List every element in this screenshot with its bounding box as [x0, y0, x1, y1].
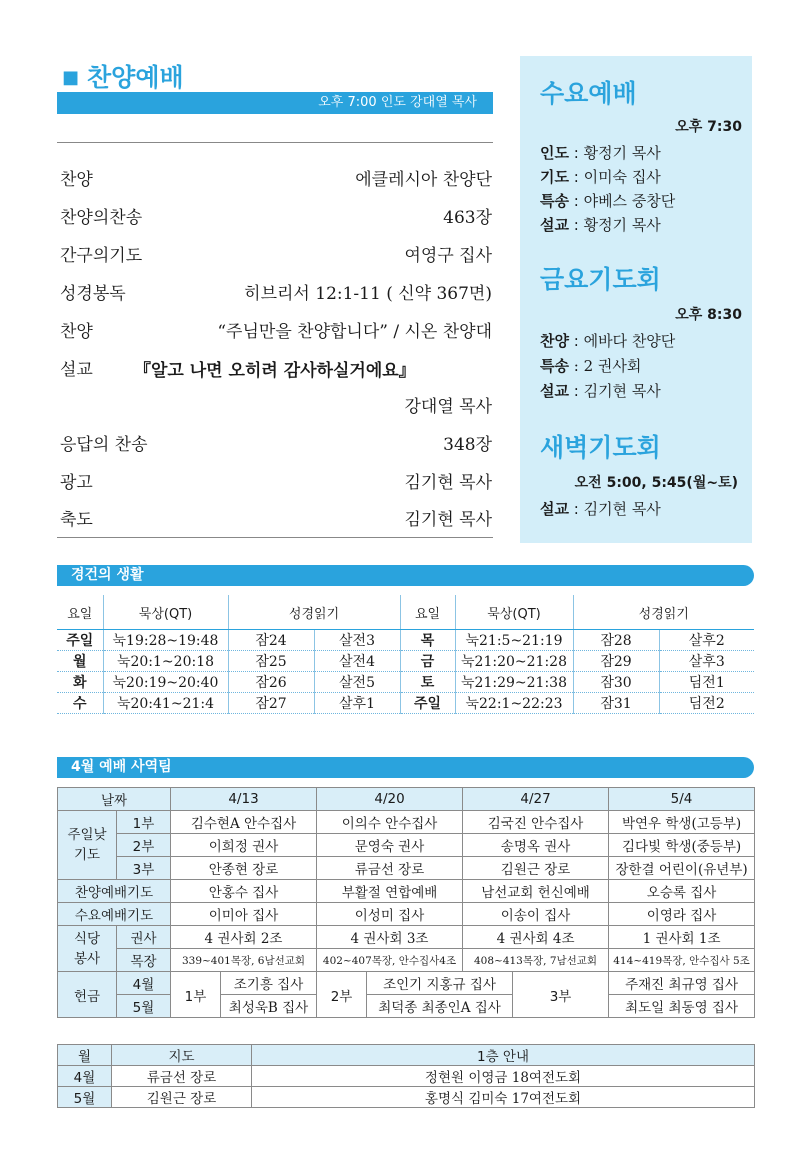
team-cell: 김국진 안수집사 [463, 811, 609, 834]
team-cell: 최성욱B 집사 [221, 995, 317, 1018]
order-row [60, 430, 492, 454]
part-label: 1부 [117, 811, 171, 834]
divider [57, 537, 493, 538]
date: 5/4 [609, 788, 755, 811]
order-row [60, 317, 492, 341]
team-row [58, 972, 755, 995]
qt: 눅20:1~20:18 [103, 651, 228, 672]
team-row [58, 926, 755, 949]
col-header: 묵상(QT) [103, 595, 228, 630]
order-value: “주님만을 찬양합니다” / 시온 찬양대 [217, 322, 492, 342]
team-row [58, 880, 755, 903]
praise-label: 찬양예배기도 [58, 880, 171, 903]
team-header: 4월 예배 사역팀 [57, 757, 754, 778]
order-label: 찬양 [60, 170, 93, 190]
col-header: 묵상(QT) [455, 595, 573, 630]
devotion-row [57, 630, 754, 651]
fri-person: : 김기현 목사 [568, 382, 661, 400]
team-cell: 부활절 연합예배 [317, 880, 463, 903]
col-header: 요일 [57, 595, 103, 630]
team-cell: 박연우 학생(고등부) [609, 811, 755, 834]
reading: 잠25 [228, 651, 314, 672]
worship-title-text: 찬양예배 [87, 63, 184, 92]
devotion-row [57, 651, 754, 672]
reading: 잠28 [573, 630, 659, 651]
reading: 살전5 [314, 672, 400, 693]
wed-row [540, 190, 675, 211]
order-label: 간구의기도 [60, 246, 143, 266]
wed-role: 설교 [540, 216, 569, 234]
reading: 살후2 [659, 630, 754, 651]
order-row [60, 203, 492, 227]
order-row [60, 468, 492, 492]
wed-role: 인도 [540, 144, 569, 162]
devotion-row [57, 672, 754, 693]
fri-person: : 에바다 찬양단 [568, 332, 676, 350]
offering-part: 1부 [171, 972, 221, 1018]
team-cell: 문영숙 권사 [317, 834, 463, 857]
col-header: 성경읽기 [228, 595, 400, 630]
wed-role: 기도 [540, 168, 569, 186]
wed-title: 수요예배 [540, 79, 637, 108]
team-cell: 4 권사회 3조 [317, 926, 463, 949]
order-row [60, 165, 492, 189]
devotion-table [57, 595, 754, 714]
day: 주일 [400, 693, 455, 714]
team-cell: 안종현 장로 [171, 857, 317, 880]
qt: 눅21:20~21:28 [455, 651, 573, 672]
team-cell: 오승록 집사 [609, 880, 755, 903]
guide-month: 4월 [58, 1066, 112, 1087]
team-cell: 김다빛 학생(중등부) [609, 834, 755, 857]
order-label: 설교 [60, 360, 93, 380]
order-value: 348장 [443, 435, 492, 455]
order-value: 김기현 목사 [404, 510, 492, 530]
guide-usher: 정현원 이영금 18여전도회 [252, 1066, 755, 1087]
reading: 잠29 [573, 651, 659, 672]
col-header: 성경읽기 [573, 595, 754, 630]
team-cell: 최덕종 최종인A 집사 [367, 995, 513, 1018]
offering-part: 2부 [317, 972, 367, 1018]
fri-role: 설교 [540, 382, 569, 400]
col-header: 1층 안내 [252, 1045, 755, 1066]
devotion-header: 경건의 생활 [57, 565, 754, 586]
order-label: 응답의 찬송 [60, 435, 148, 455]
guide-usher: 홍명식 김미숙 17여전도회 [252, 1087, 755, 1108]
day: 주일 [57, 630, 103, 651]
reading: 잠24 [228, 630, 314, 651]
reading: 살후3 [659, 651, 754, 672]
order-row [60, 392, 492, 416]
guide-month: 5월 [58, 1087, 112, 1108]
dawn-title: 새벽기도회 [540, 433, 661, 462]
offering-month: 5월 [117, 995, 171, 1018]
fri-row [540, 355, 641, 376]
order-value: 에클레시아 찬양단 [355, 170, 492, 190]
offering-label: 헌금 [58, 972, 117, 1018]
day: 화 [57, 672, 103, 693]
date: 4/20 [317, 788, 463, 811]
meal-sub-label: 목장 [117, 949, 171, 972]
team-row [58, 811, 755, 834]
order-value: 463장 [443, 208, 492, 228]
order-row [60, 279, 492, 303]
order-label: 성경봉독 [60, 284, 126, 304]
team-row [58, 834, 755, 857]
wed-label: 수요예배기도 [58, 903, 171, 926]
devotion-head-row [57, 595, 754, 630]
day: 금 [400, 651, 455, 672]
fri-role: 찬양 [540, 332, 569, 350]
guide-leader: 류금선 장로 [112, 1066, 252, 1087]
team-table [57, 787, 755, 1018]
guide-head-row [58, 1045, 755, 1066]
reading: 잠30 [573, 672, 659, 693]
order-value: 여영구 집사 [404, 246, 492, 266]
reading: 살전4 [314, 651, 400, 672]
col-header: 지도 [112, 1045, 252, 1066]
wed-row [540, 166, 661, 187]
worship-time-bar: 오후 7:00 인도 강대열 목사 [57, 92, 493, 114]
sunday-label: 주일낮 기도 [58, 811, 117, 880]
order-value: 김기현 목사 [404, 473, 492, 493]
reading: 잠31 [573, 693, 659, 714]
team-cell: 이의수 안수집사 [317, 811, 463, 834]
wed-person: : 황정기 목사 [568, 216, 661, 234]
order-label: 찬양의찬송 [60, 208, 143, 228]
order-label: 축도 [60, 510, 93, 530]
reading: 잠26 [228, 672, 314, 693]
guide-row [58, 1087, 755, 1108]
reading: 딤전1 [659, 672, 754, 693]
part-label: 2부 [117, 834, 171, 857]
day: 목 [400, 630, 455, 651]
guide-table [57, 1044, 755, 1108]
team-cell: 김원근 장로 [463, 857, 609, 880]
side-panel [520, 56, 752, 543]
qt: 눅21:29~21:38 [455, 672, 573, 693]
team-row [58, 995, 755, 1018]
reading: 살후1 [314, 693, 400, 714]
team-cell: 이송이 집사 [463, 903, 609, 926]
qt: 눅19:28~19:48 [103, 630, 228, 651]
worship-title [62, 58, 184, 94]
preacher: 강대열 목사 [404, 397, 492, 417]
dawn-time: 오전 5:00, 5:45(월~토) [574, 475, 738, 491]
fri-row [540, 330, 675, 351]
team-cell: 조인기 지홍규 집사 [367, 972, 513, 995]
team-cell: 408~413목장, 7남선교회 [463, 949, 609, 972]
day: 월 [57, 651, 103, 672]
team-cell: 1 권사회 1조 [609, 926, 755, 949]
team-cell: 최도일 최동영 집사 [609, 995, 755, 1018]
team-cell: 이미아 집사 [171, 903, 317, 926]
qt: 눅21:5~21:19 [455, 630, 573, 651]
team-cell: 남선교회 헌신예배 [463, 880, 609, 903]
wed-row [540, 142, 661, 163]
order-label: 광고 [60, 473, 93, 493]
dawn-row [540, 498, 661, 519]
wed-row [540, 214, 661, 235]
dawn-role: 설교 [540, 500, 569, 518]
team-cell: 이영라 집사 [609, 903, 755, 926]
team-cell: 4 권사회 2조 [171, 926, 317, 949]
offering-part: 3부 [513, 972, 609, 1018]
col-header: 요일 [400, 595, 455, 630]
part-label: 3부 [117, 857, 171, 880]
team-row [58, 903, 755, 926]
team-cell: 조기흥 집사 [221, 972, 317, 995]
team-cell: 414~419목장, 안수집사 5조 [609, 949, 755, 972]
fri-time: 오후 8:30 [675, 307, 742, 323]
reading: 딤전2 [659, 693, 754, 714]
meal-sub-label: 권사 [117, 926, 171, 949]
offering-month: 4월 [117, 972, 171, 995]
fri-title: 금요기도회 [540, 265, 661, 294]
date-label: 날짜 [58, 788, 171, 811]
qt: 눅22:1~22:23 [455, 693, 573, 714]
team-cell: 장한결 어린이(유년부) [609, 857, 755, 880]
team-cell: 류금선 장로 [317, 857, 463, 880]
wed-role: 특송 [540, 192, 569, 210]
reading: 잠27 [228, 693, 314, 714]
fri-person: : 2 권사회 [568, 357, 642, 375]
date: 4/27 [463, 788, 609, 811]
team-cell: 이성미 집사 [317, 903, 463, 926]
team-cell: 주재진 최규영 집사 [609, 972, 755, 995]
col-header: 월 [58, 1045, 112, 1066]
day: 수 [57, 693, 103, 714]
order-label: 찬양 [60, 322, 93, 342]
wed-time: 오후 7:30 [675, 119, 742, 135]
day: 토 [400, 672, 455, 693]
order-row [60, 505, 492, 529]
team-row [58, 949, 755, 972]
team-cell: 4 권사회 4조 [463, 926, 609, 949]
wed-person: : 황정기 목사 [568, 144, 661, 162]
guide-row [58, 1066, 755, 1087]
fri-row [540, 380, 661, 401]
team-row [58, 857, 755, 880]
qt: 눅20:41~21:4 [103, 693, 228, 714]
order-row [60, 241, 492, 265]
guide-leader: 김원근 장로 [112, 1087, 252, 1108]
team-cell: 김수현A 안수집사 [171, 811, 317, 834]
divider [57, 142, 493, 143]
team-date-row [58, 788, 755, 811]
square-bullet-icon: ■ [62, 67, 80, 88]
team-cell: 이희정 권사 [171, 834, 317, 857]
meal-label: 식당 봉사 [58, 926, 117, 972]
wed-person: : 야베스 중창단 [568, 192, 676, 210]
fri-role: 특송 [540, 357, 569, 375]
sermon-title: 『알고 나면 오히려 감사하실거에요』 [134, 361, 416, 381]
team-cell: 402~407목장, 안수집사4조 [317, 949, 463, 972]
date: 4/13 [171, 788, 317, 811]
team-cell: 339~401목장, 6남선교회 [171, 949, 317, 972]
order-value: 히브리서 12:1-11 ( 신약 367면) [244, 284, 492, 304]
team-cell: 안홍수 집사 [171, 880, 317, 903]
team-cell: 송명옥 권사 [463, 834, 609, 857]
qt: 눅20:19~20:40 [103, 672, 228, 693]
devotion-row [57, 693, 754, 714]
dawn-person: : 김기현 목사 [568, 500, 661, 518]
wed-person: : 이미숙 집사 [568, 168, 661, 186]
reading: 살전3 [314, 630, 400, 651]
